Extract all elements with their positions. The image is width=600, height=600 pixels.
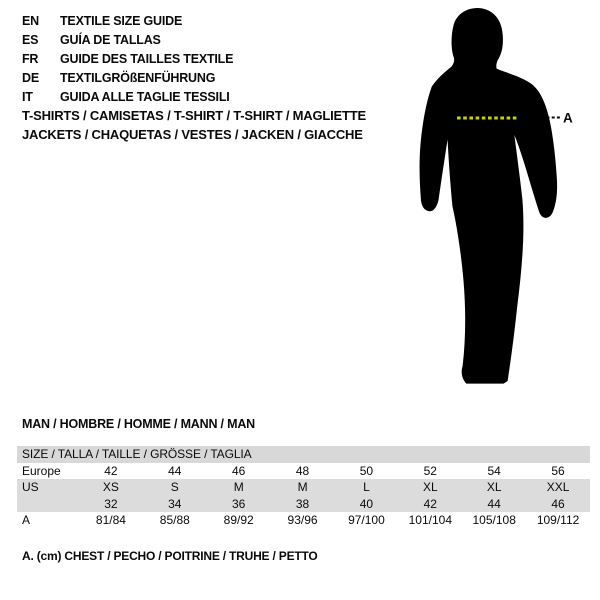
language-row (22, 30, 233, 49)
size-cell: S (170, 480, 179, 494)
man-silhouette-figure (400, 0, 600, 400)
size-cell: 50 (359, 463, 374, 478)
size-table (17, 446, 590, 529)
table-row-chest-cm (17, 512, 590, 529)
measurement-footnote: A. (cm) CHEST / PECHO / POITRINE / TRUHE / PETTO (22, 549, 318, 563)
size-cell: 93/96 (287, 513, 318, 527)
language-row (22, 87, 233, 106)
size-cell: XL (486, 480, 502, 494)
size-cell: 48 (295, 463, 310, 478)
language-row (22, 49, 233, 68)
size-cell: 44 (168, 463, 182, 478)
language-code: EN (22, 13, 39, 28)
language-row (22, 68, 233, 87)
man-silhouette (420, 8, 558, 384)
language-list (22, 11, 233, 106)
language-code: DE (22, 70, 39, 85)
language-code: ES (22, 32, 39, 47)
size-cell: 46 (232, 463, 246, 478)
row-label (17, 496, 79, 513)
size-cell: 81/84 (95, 513, 126, 527)
measure-label-a: A (563, 110, 573, 126)
size-cell: 85/88 (159, 513, 190, 527)
size-cell: 101/104 (408, 513, 452, 527)
size-cell: 38 (295, 496, 310, 511)
size-cell: 46 (551, 496, 565, 511)
size-cell: 105/108 (472, 513, 516, 527)
size-cell: XS (102, 480, 119, 494)
language-code: FR (22, 51, 39, 66)
size-cell: 42 (423, 496, 437, 511)
language-code: IT (22, 89, 33, 104)
language-title: GUÍA DE TALLAS (60, 32, 161, 47)
size-cell: 34 (168, 496, 182, 511)
size-cell: 36 (232, 496, 246, 511)
category-line-jackets: JACKETS / CHAQUETAS / VESTES / JACKEN / GIACCHE (22, 127, 363, 142)
size-cell: 40 (359, 496, 374, 511)
category-line-tshirts: T-SHIRTS / CAMISETAS / T-SHIRT / T-SHIRT / MAGLIETTE (22, 108, 366, 123)
table-row-europe (17, 463, 590, 480)
row-label: A (22, 513, 31, 527)
table-row-us-letters (17, 479, 590, 496)
language-title: TEXTILE SIZE GUIDE (60, 13, 183, 28)
size-cell: 56 (551, 463, 565, 478)
language-row (22, 11, 233, 30)
row-label: US (22, 480, 39, 494)
size-cell: 54 (487, 463, 501, 478)
section-title-man: MAN / HOMBRE / HOMME / MANN / MAN (22, 417, 255, 431)
size-cell: L (363, 480, 370, 494)
table-row-us-numbers (17, 496, 590, 513)
language-title: GUIDE DES TAILLES TEXTILE (60, 51, 234, 66)
size-cell: XXL (546, 480, 570, 494)
language-title: GUIDA ALLE TAGLIE TESSILI (60, 89, 230, 104)
size-cell: 32 (104, 496, 118, 511)
size-table-header: SIZE / TALLA / TAILLE / GRÖSSE / TAGLIA (17, 446, 590, 463)
size-cell: 52 (423, 463, 437, 478)
size-cell: 44 (487, 496, 501, 511)
size-cell: M (297, 480, 308, 494)
size-cell: 42 (104, 463, 118, 478)
size-cell: 97/100 (348, 513, 385, 527)
row-label: Europe (22, 463, 61, 478)
size-cell: XL (422, 480, 438, 494)
language-title: TEXTILGRÖßENFÜHRUNG (60, 70, 216, 85)
garment-categories (22, 106, 366, 144)
size-cell: M (233, 480, 244, 494)
size-cell: 89/92 (223, 513, 254, 527)
size-cell: 109/112 (536, 513, 580, 527)
man-silhouette-svg (400, 0, 600, 400)
